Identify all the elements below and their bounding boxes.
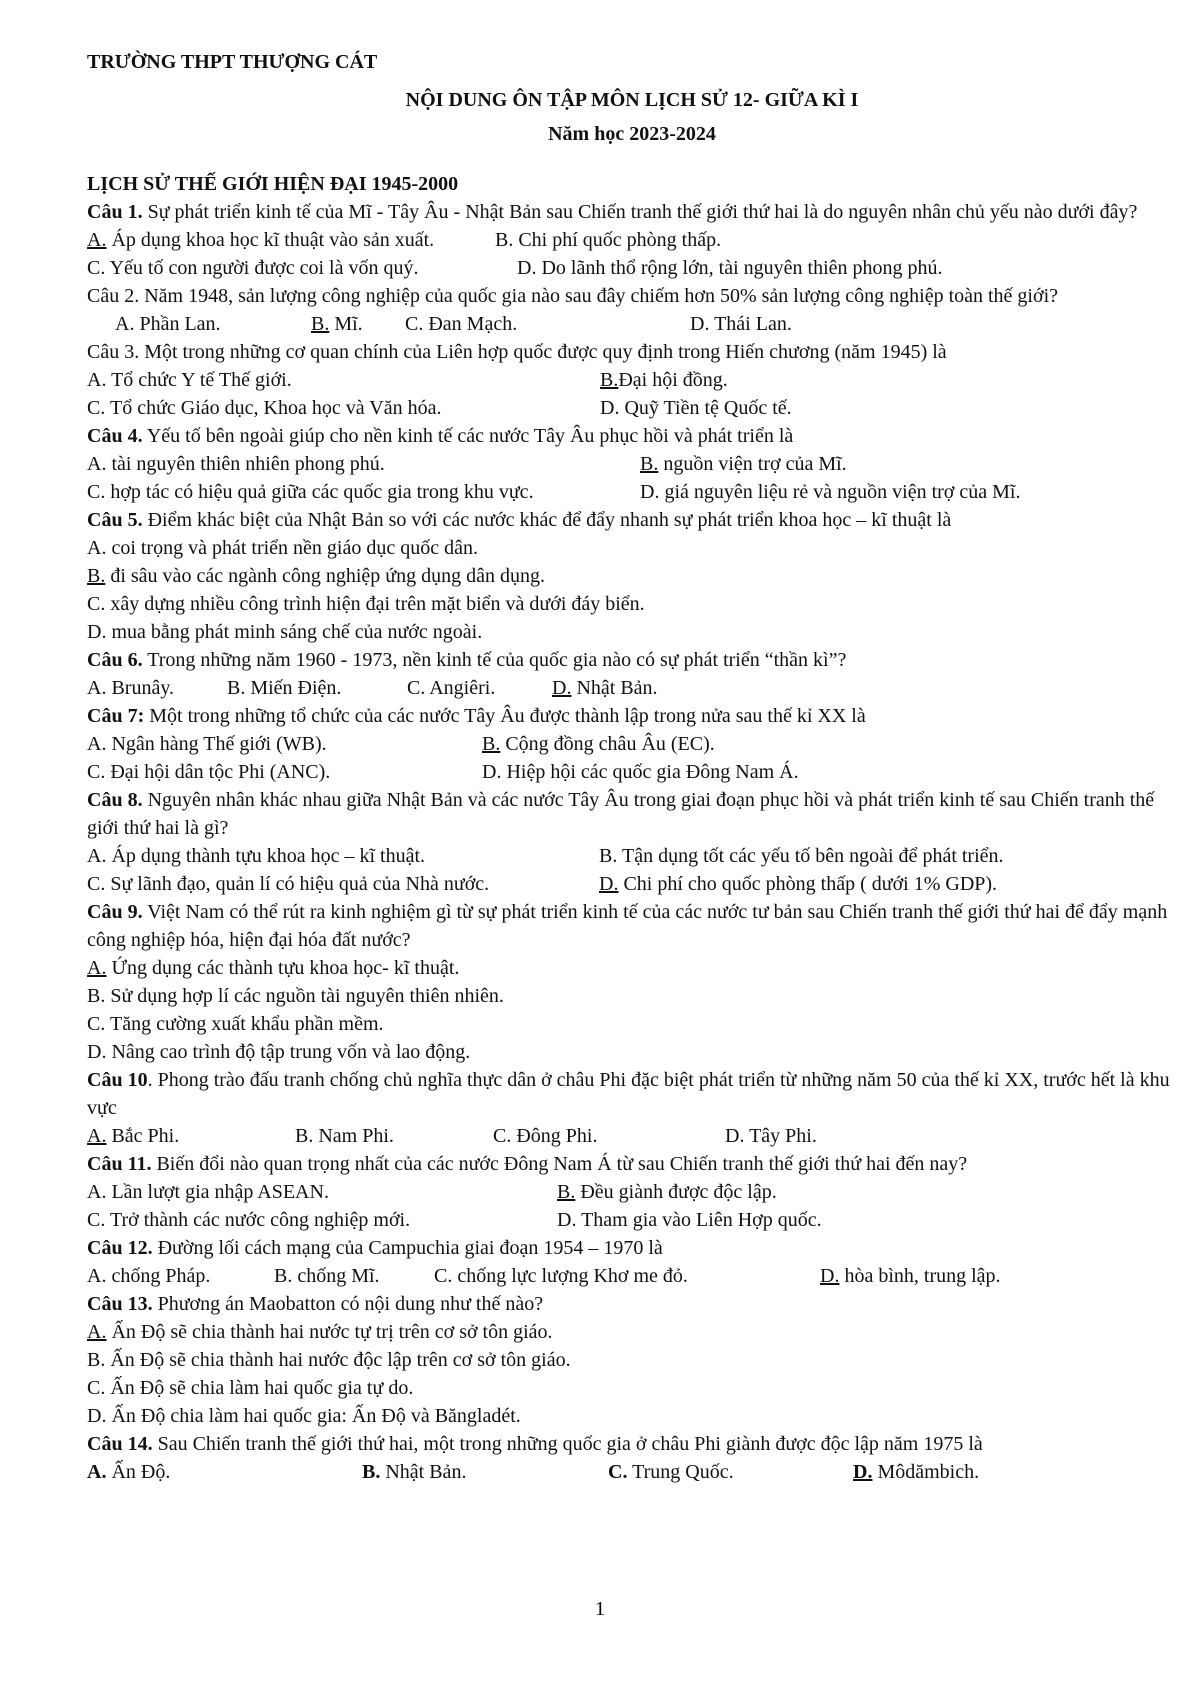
answers-row [87, 1206, 1177, 1234]
section-heading: LỊCH SỬ THẾ GIỚI HIỆN ĐẠI 1945-2000 [87, 173, 459, 195]
answer-c: C. Trung Quốc. [608, 1461, 734, 1483]
answers-row [87, 226, 1177, 254]
question-6 [87, 646, 1177, 674]
question-8 [87, 786, 1177, 842]
answer-b: B. Đều giành được độc lập. [557, 1181, 777, 1203]
question-number: Câu 9. [87, 901, 143, 923]
question-number: Câu 12. [87, 1237, 153, 1259]
question-number: Câu 14. [87, 1433, 153, 1455]
answer-d: D. Hiệp hội các quốc gia Đông Nam Á. [482, 761, 799, 783]
question-7 [87, 702, 1177, 730]
answer-c: C. Trở thành các nước công nghiệp mới. [87, 1209, 411, 1231]
answer-c: C. Đại hội dân tộc Phi (ANC). [87, 761, 331, 783]
answers-row [87, 478, 1177, 506]
answers-row [87, 1122, 1177, 1150]
answer-a: A. Tổ chức Y tế Thế giới. [87, 369, 292, 391]
answer-d: D. Thái Lan. [690, 313, 792, 335]
question-3 [87, 338, 1177, 366]
answers-row [87, 254, 1177, 282]
question-text: . Phong trào đấu tranh chống chủ nghĩa thực dân ở châu Phi đặc biệt phát triển từ những năm 50 của thế kỉ XX, trước hết là khu vực [87, 1069, 1170, 1119]
answer-b: B. Cộng đồng châu Âu (EC). [482, 733, 715, 755]
answer-a: A. Ấn Độ. [87, 1461, 171, 1483]
answer-b: B. chống Mĩ. [274, 1265, 380, 1287]
answer-b: B. nguồn viện trợ của Mĩ. [640, 453, 847, 475]
question-number: Câu 2. [87, 285, 140, 307]
question-number: Câu 8. [87, 789, 143, 811]
answer-d: D. Nâng cao trình độ tập trung vốn và lao động. [87, 1041, 471, 1063]
answer-d: D. Chi phí cho quốc phòng thấp ( dưới 1% GDP). [599, 873, 998, 895]
question-number: Câu 6. [87, 649, 143, 671]
answer-d: D. hòa bình, trung lập. [820, 1265, 1001, 1287]
answer-c: C. Đan Mạch. [405, 313, 518, 335]
question-number: Câu 5. [87, 509, 143, 531]
answer-b: B. đi sâu vào các ngành công nghiệp ứng dụng dân dụng. [87, 565, 545, 587]
answer-c: C. Ấn Độ sẽ chia làm hai quốc gia tự do. [87, 1377, 414, 1399]
answer-a: A. Áp dụng khoa học kĩ thuật vào sản xuất. [87, 229, 435, 251]
question-text: Phương án Maobatton có nội dung như thế nào? [152, 1293, 544, 1315]
question-number: Câu 1. [87, 201, 143, 223]
answer-d: D. mua bằng phát minh sáng chế của nước ngoài. [87, 621, 483, 643]
answer-c: C. Sự lãnh đạo, quản lí có hiệu quả của Nhà nước. [87, 873, 490, 895]
answer-c: C. Tăng cường xuất khẩu phần mềm. [87, 1013, 384, 1035]
question-text: Nguyên nhân khác nhau giữa Nhật Bản và các nước Tây Âu trong giai đoạn phục hồi và phát triển kinh tế sau Chiến tranh thế giới thứ hai là gì? [87, 789, 1155, 839]
answer-d: D. Nhật Bản. [552, 677, 658, 699]
answer-b: B. Tận dụng tốt các yếu tố bên ngoài để phát triển. [599, 845, 1004, 867]
question-text: Điểm khác biệt của Nhật Bản so với các nước khác để đẩy nhanh sự phát triển khoa học – kĩ thuật là [142, 509, 952, 531]
document-title: NỘI DUNG ÔN TẬP MÔN LỊCH SỬ 12- GIỮA KÌ I [405, 89, 859, 111]
answers-row [87, 450, 1177, 478]
answer-c: C. Yếu tố con người được coi là vốn quý. [87, 257, 419, 279]
question-number: Câu 13. [87, 1293, 153, 1315]
school-year: Năm học 2023-2024 [548, 123, 716, 145]
answers-row [87, 1262, 1177, 1290]
answers-row [87, 1178, 1177, 1206]
answer-d: D. Do lãnh thổ rộng lớn, tài nguyên thiên phong phú. [517, 257, 943, 279]
answers-row [87, 842, 1177, 870]
question-text: Biến đổi nào quan trọng nhất của các nước Đông Nam Á từ sau Chiến tranh thế giới thứ hai đến nay? [151, 1153, 968, 1175]
answer-b: B. Nam Phi. [295, 1125, 394, 1147]
question-text: Đường lối cách mạng của Campuchia giai đoạn 1954 – 1970 là [152, 1237, 663, 1259]
answer-a: A. Lần lượt gia nhập ASEAN. [87, 1181, 329, 1203]
question-text: Yếu tố bên ngoài giúp cho nền kinh tế các nước Tây Âu phục hồi và phát triển là [142, 425, 794, 447]
question-13 [87, 1290, 1177, 1318]
answer-c: C. xây dựng nhiều công trình hiện đại trên mặt biển và dưới đáy biển. [87, 593, 645, 615]
answer-b: B. Miến Điện. [227, 677, 342, 699]
question-11 [87, 1150, 1177, 1178]
question-4 [87, 422, 1177, 450]
answer-a: A. Ấn Độ sẽ chia thành hai nước tự trị trên cơ sở tôn giáo. [87, 1321, 553, 1343]
answer-c: C. Tổ chức Giáo dục, Khoa học và Văn hóa. [87, 397, 442, 419]
question-text: Một trong những tổ chức của các nước Tây Âu được thành lập trong nửa sau thế kỉ XX là [144, 705, 866, 727]
answer-a: A. Ứng dụng các thành tựu khoa học- kĩ thuật. [87, 957, 460, 979]
question-number: Câu 3. [87, 341, 140, 363]
answer-a: A. Ngân hàng Thế giới (WB). [87, 733, 327, 755]
question-12 [87, 1234, 1177, 1262]
answers-row [87, 366, 1177, 394]
answers-row [87, 674, 1177, 702]
question-text: Việt Nam có thể rút ra kinh nghiệm gì từ sự phát triển kinh tế của các nước tư bản sau Chiến tranh thế giới thứ hai để đẩy mạnh công nghiệp hóa, hiện đại hóa đất nước? [87, 901, 1168, 951]
question-number: Câu 7: [87, 705, 145, 727]
answer-b: B. Nhật Bản. [362, 1461, 467, 1483]
answer-a: A. chống Pháp. [87, 1265, 211, 1287]
answer-a: A. tài nguyên thiên nhiên phong phú. [87, 453, 385, 475]
answers-row [87, 758, 1177, 786]
answers-row [87, 730, 1177, 758]
question-text: Trong những năm 1960 - 1973, nền kinh tế của quốc gia nào có sự phát triển “thần kì”? [142, 649, 847, 671]
question-10 [87, 1066, 1177, 1122]
question-text: Sau Chiến tranh thế giới thứ hai, một trong những quốc gia ở châu Phi giành được độc lập năm 1975 là [152, 1433, 983, 1455]
question-1 [87, 198, 1177, 226]
question-9 [87, 898, 1177, 954]
answer-d: D. giá nguyên liệu rẻ và nguồn viện trợ của Mĩ. [640, 481, 1021, 503]
answer-c: C. hợp tác có hiệu quả giữa các quốc gia trong khu vực. [87, 481, 534, 503]
question-number: Câu 11. [87, 1153, 152, 1175]
answer-c: C. Đông Phi. [493, 1125, 598, 1147]
answer-b: B. Chi phí quốc phòng thấp. [495, 229, 722, 251]
answers-row [87, 394, 1177, 422]
question-5 [87, 506, 1177, 534]
answer-a: A. coi trọng và phát triển nền giáo dục quốc dân. [87, 537, 478, 559]
answer-d: D. Quỹ Tiền tệ Quốc tế. [600, 397, 792, 419]
school-name: TRƯỜNG THPT THƯỢNG CÁT [87, 51, 378, 73]
answers-row [87, 1458, 1177, 1486]
answer-d: D. Tây Phi. [725, 1125, 817, 1147]
question-2 [87, 282, 1177, 310]
answer-a: A. Brunây. [87, 677, 175, 699]
answer-d: D. Ấn Độ chia làm hai quốc gia: Ấn Độ và Băngladét. [87, 1405, 521, 1427]
answer-d: D. Tham gia vào Liên Hợp quốc. [557, 1209, 822, 1231]
answer-d: D. Môdămbich. [853, 1461, 980, 1483]
answer-c: C. Angiêri. [407, 677, 496, 699]
question-number: Câu 10 [87, 1069, 148, 1091]
question-text: Năm 1948, sản lượng công nghiệp của quốc gia nào sau đây chiếm hơn 50% sản lượng công nghiệp toàn thế giới? [139, 285, 1058, 307]
answer-b: B.Đại hội đồng. [600, 369, 728, 391]
question-text: Sự phát triển kinh tế của Mĩ - Tây Âu - Nhật Bản sau Chiến tranh thế giới thứ hai là do nguyên nhân chủ yếu nào dưới đây? [142, 201, 1138, 223]
answers-row [87, 310, 1177, 338]
page-number: 1 [595, 1598, 605, 1620]
answer-b: B. Ấn Độ sẽ chia thành hai nước độc lập trên cơ sở tôn giáo. [87, 1349, 571, 1371]
answer-a: A. Bắc Phi. [87, 1125, 180, 1147]
question-14 [87, 1430, 1177, 1458]
question-number: Câu 4. [87, 425, 143, 447]
answer-b: B. Sử dụng hợp lí các nguồn tài nguyên thiên nhiên. [87, 985, 504, 1007]
document-page [87, 48, 1177, 1486]
answer-a: A. Áp dụng thành tựu khoa học – kĩ thuật. [87, 845, 426, 867]
question-text: Một trong những cơ quan chính của Liên hợp quốc được quy định trong Hiến chương (năm 1945) là [139, 341, 947, 363]
answer-c: C. chống lực lượng Khơ me đỏ. [434, 1265, 688, 1287]
answer-b: B. Mĩ. [311, 313, 363, 335]
answers-row [87, 870, 1177, 898]
answer-a: A. Phần Lan. [115, 313, 221, 335]
